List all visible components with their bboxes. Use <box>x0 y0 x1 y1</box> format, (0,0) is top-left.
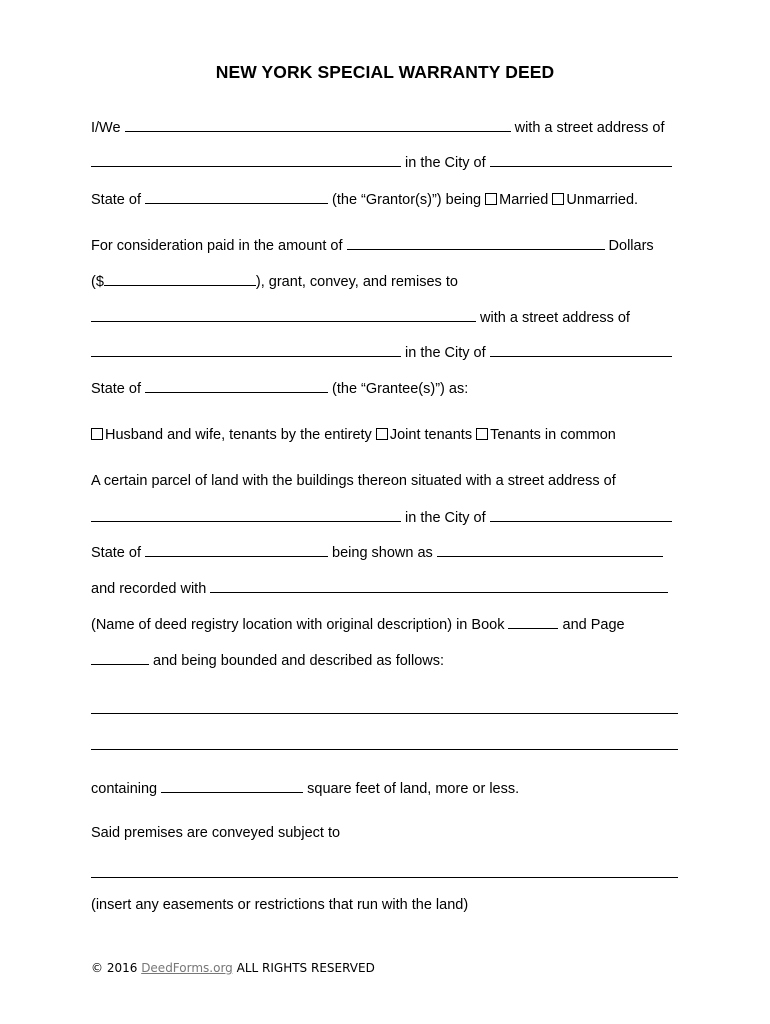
tenants-common-checkbox[interactable] <box>476 428 488 440</box>
grantor-name-line <box>91 118 681 137</box>
description-rule-2[interactable] <box>91 749 678 750</box>
grantee-state-blank[interactable] <box>145 379 328 393</box>
grantee-desc: (the “Grantee(s)”) as: <box>332 381 469 397</box>
joint-tenants-label: Joint tenants <box>389 427 473 443</box>
state-label: State of <box>91 192 141 208</box>
grantor-name-blank[interactable] <box>125 118 511 132</box>
grantor-state-line <box>91 190 681 209</box>
parcel-address-blank[interactable] <box>91 508 401 522</box>
parcel-state-blank[interactable] <box>145 543 328 557</box>
dollar-open-label: ($ <box>91 274 104 290</box>
husband-wife-checkbox[interactable] <box>91 428 103 440</box>
square-feet-label: square feet of land, more or less. <box>307 781 520 797</box>
bounded-line <box>91 651 681 670</box>
copyright-text: © 2016 <box>91 961 138 975</box>
unmarried-label: Unmarried. <box>566 192 639 208</box>
square-feet-blank[interactable] <box>161 779 303 793</box>
subject-to-line <box>91 824 681 842</box>
grantor-state-blank[interactable] <box>145 190 328 204</box>
iwe-label: I/We <box>91 120 121 136</box>
easements-rule[interactable] <box>91 877 678 878</box>
bounded-label: and being bounded and described as follows: <box>153 653 445 669</box>
registry-label: (Name of deed registry location with original description) in Book <box>91 617 505 633</box>
grantee-name-line <box>91 308 681 327</box>
page-number-blank[interactable] <box>91 651 149 665</box>
grantee-city-label: in the City of <box>405 345 486 361</box>
being-shown-blank[interactable] <box>437 543 663 557</box>
grantor-desc: (the “Grantor(s)”) being <box>332 192 482 208</box>
easements-line <box>91 896 681 914</box>
grantee-address-line <box>91 343 681 362</box>
page-title: NEW YORK SPECIAL WARRANTY DEED <box>215 62 555 82</box>
description-rule-1[interactable] <box>91 713 678 714</box>
husband-wife-label: Husband and wife, tenants by the entirety <box>105 427 372 443</box>
parcel-state-label: State of <box>91 545 141 561</box>
grantor-address-blank[interactable] <box>91 153 401 167</box>
grantor-address-line <box>91 153 681 172</box>
containing-label: containing <box>91 781 158 797</box>
unmarried-checkbox[interactable] <box>552 193 564 205</box>
grantee-city-blank[interactable] <box>490 343 672 357</box>
grant-convey-label: ), grant, convey, and remises to <box>255 274 458 290</box>
consideration-amount-blank[interactable] <box>104 272 256 286</box>
consideration-label: For consideration paid in the amount of <box>91 238 343 254</box>
joint-tenants-checkbox[interactable] <box>376 428 388 440</box>
being-shown-label: being shown as <box>332 545 433 561</box>
parcel-label: A certain parcel of land with the buildings thereon situated with a street address of <box>91 473 616 489</box>
page-label: and Page <box>562 617 625 633</box>
parcel-city-blank[interactable] <box>490 508 672 522</box>
footer <box>91 961 375 975</box>
book-blank[interactable] <box>508 615 558 629</box>
parcel-line <box>91 472 681 490</box>
tenancy-line <box>91 426 681 444</box>
registry-line <box>91 615 681 634</box>
tenants-common-label: Tenants in common <box>490 427 616 443</box>
grantee-name-blank[interactable] <box>91 308 476 322</box>
easements-label: (insert any easements or restrictions that run with the land) <box>91 897 469 913</box>
recorded-line <box>91 579 681 598</box>
parcel-address-line <box>91 508 681 527</box>
consideration-amount-line <box>91 272 681 291</box>
grantor-city-blank[interactable] <box>490 153 672 167</box>
parcel-state-line <box>91 543 681 562</box>
street-address-label: with a street address of <box>514 120 665 136</box>
recorded-with-blank[interactable] <box>210 579 668 593</box>
containing-line <box>91 779 681 798</box>
deedforms-link[interactable]: DeedForms.org <box>141 961 233 975</box>
recorded-label: and recorded with <box>91 581 207 597</box>
married-checkbox[interactable] <box>485 193 497 205</box>
rights-text: ALL RIGHTS RESERVED <box>236 961 375 975</box>
parcel-city-label: in the City of <box>405 510 486 526</box>
grantee-state-label: State of <box>91 381 141 397</box>
city-label: in the City of <box>405 155 486 171</box>
consideration-words-blank[interactable] <box>347 236 605 250</box>
grantee-state-line <box>91 379 681 398</box>
grantee-address-blank[interactable] <box>91 343 401 357</box>
dollars-label: Dollars <box>608 238 654 254</box>
consideration-line <box>91 236 681 255</box>
grantee-street-label: with a street address of <box>480 310 630 326</box>
subject-to-label: Said premises are conveyed subject to <box>91 825 341 841</box>
married-label: Married <box>499 192 549 208</box>
